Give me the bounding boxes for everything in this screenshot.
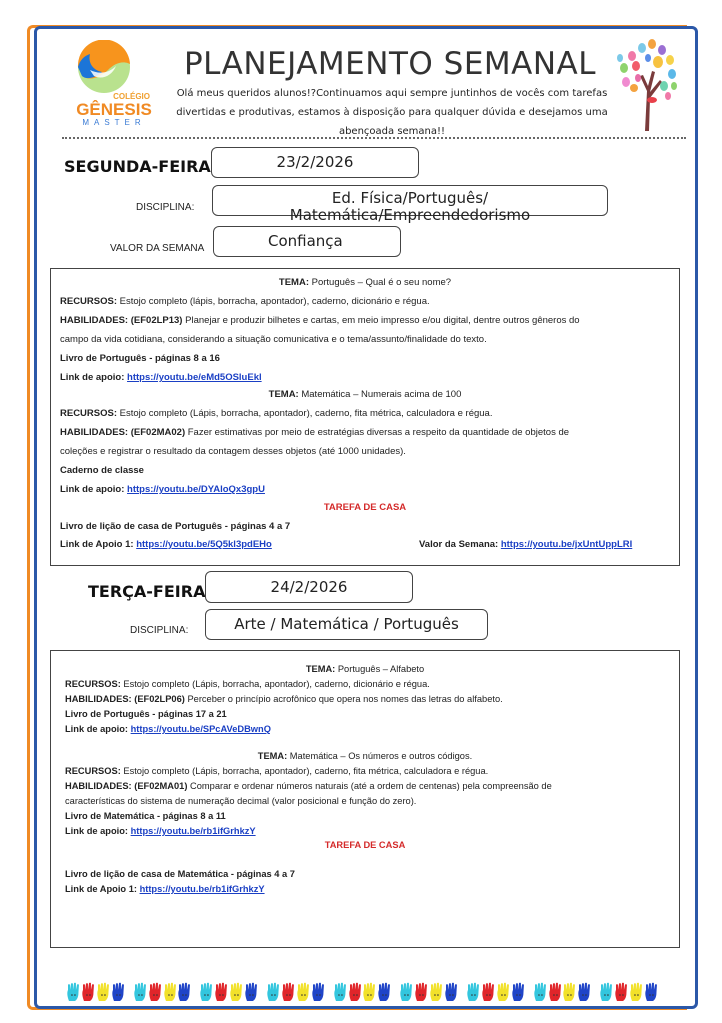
hand-icon (348, 982, 363, 1002)
hand-icon (229, 982, 244, 1002)
date-value: 24/2/2026 (270, 578, 348, 596)
hand-icon (399, 982, 414, 1002)
hand-icon (362, 982, 377, 1002)
habilidades-line-2: campo da vida cotidiana, considerando a situação comunicativa e o tema/assunto/finalidade do texto. (60, 334, 487, 345)
recursos-line: RECURSOS: Estojo completo (lápis, borracha, apontador), caderno, dicionário e régua. (60, 296, 430, 307)
hand-icon (577, 982, 592, 1002)
logo-master-text: MASTER (82, 118, 146, 127)
tema-line: TEMA: Português – Alfabeto (305, 664, 425, 674)
hand-icon (266, 982, 281, 1002)
monday-content-box (50, 268, 680, 566)
disciplina-field-tuesday[interactable] (205, 609, 488, 640)
disciplina-value: Matemática/Empreendedorismo (289, 206, 531, 224)
recursos-line: RECURSOS: Estojo completo (Lápis, borracha, apontador), caderno, dicionário e régua. (65, 679, 430, 689)
habilidades-line: HABILIDADES: (EF02MA01) Comparar e ordenar números naturais (até a ordem de centenas) pela compreensão de (65, 781, 552, 791)
hands-border-decoration (66, 982, 666, 1006)
hand-icon (66, 982, 81, 1002)
caderno-line: Caderno de classe (60, 465, 144, 476)
livro-line: Livro de Português - páginas 17 a 21 (65, 709, 227, 719)
genesis-logo-icon (72, 40, 156, 94)
intro-line: abençoada semana!! (338, 126, 446, 137)
hand-icon (111, 982, 126, 1002)
disciplina-label-monday: DISCIPLINA: (136, 202, 195, 213)
livro-line: Livro de Português - páginas 8 a 16 (60, 353, 220, 364)
habilidades-line-2: características do sistema de numeração decimal (valor posicional e função do zero). (65, 796, 417, 806)
hand-icon (414, 982, 429, 1002)
intro-text (172, 84, 612, 141)
hand-icon (599, 982, 614, 1002)
link-apoio[interactable]: https://youtu.be/SPcAVeDBwnQ (130, 724, 271, 734)
intro-line: Olá meus queridos alunos!?Continuamos aqui sempre juntinhos de vocês com tarefas (176, 88, 608, 99)
valor-value: Confiança (268, 232, 343, 250)
disciplina-label-tuesday: DISCIPLINA: (130, 625, 189, 636)
disciplina-value: Arte / Matemática / Português (234, 615, 459, 633)
valor-semana-link[interactable]: https://youtu.be/jxUntUppLRI (500, 539, 633, 550)
page-title: PLANEJAMENTO SEMANAL (183, 46, 597, 82)
livro-line: Livro de Matemática - páginas 8 a 11 (65, 811, 226, 821)
tema-line: TEMA: Português – Qual é o seu nome? (278, 277, 452, 288)
link-apoio-line: Link de apoio: https://youtu.be/DYAloQx3gpU (60, 484, 265, 495)
link-apoio[interactable]: https://youtu.be/rb1ifGrhkzY (130, 826, 256, 836)
hand-icon (562, 982, 577, 1002)
habilidades-line: HABILIDADES: (EF02MA02) Fazer estimativas por meio de estratégias diversas a respeito da quantidade de objetos de (60, 427, 570, 438)
hand-icon (96, 982, 111, 1002)
tema-line: TEMA: Matemática – Numerais acima de 100 (268, 389, 462, 400)
day-label-monday: SEGUNDA-FEIRA (64, 157, 211, 176)
tarefa-heading: TAREFA DE CASA (323, 502, 407, 513)
day-label-tuesday: TERÇA-FEIRA (88, 582, 206, 601)
link-apoio-line: Link de apoio: https://youtu.be/rb1ifGrhkzY (65, 826, 256, 836)
hand-icon (533, 982, 548, 1002)
link-apoio-line: Link de apoio: https://youtu.be/eMd5OSluEkl (60, 372, 262, 383)
hand-icon (333, 982, 348, 1002)
recursos-line: RECURSOS: Estojo completo (Lápis, borracha, apontador), caderno, fita métrica, calculadora e régua. (60, 408, 493, 419)
hand-icon (429, 982, 444, 1002)
valor-semana-line: Valor da Semana: https://youtu.be/jxUntUppLRI (419, 539, 633, 550)
link-apoio[interactable]: https://youtu.be/eMd5OSluEkl (127, 372, 262, 383)
hand-icon (244, 982, 259, 1002)
hand-icon (466, 982, 481, 1002)
hand-icon (199, 982, 214, 1002)
hand-icon (214, 982, 229, 1002)
logo-genesis-text: GÊNESIS (76, 100, 152, 119)
date-value: 23/2/2026 (276, 153, 354, 171)
hand-icon (296, 982, 311, 1002)
hand-icon (133, 982, 148, 1002)
tuesday-content-box (50, 650, 680, 948)
hand-icon (281, 982, 296, 1002)
tema-line: TEMA: Matemática – Os números e outros códigos. (257, 751, 473, 761)
hand-icon (377, 982, 392, 1002)
licao-line: Livro de lição de casa de Português - páginas 4 a 7 (60, 521, 291, 532)
hand-icon (81, 982, 96, 1002)
licao-line: Livro de lição de casa de Matemática - páginas 4 a 7 (65, 869, 295, 879)
habilidades-line: HABILIDADES: (EF02LP06) Perceber o princípio acrofônico que opera nos nomes das letras do alfabeto. (65, 694, 503, 704)
disciplina-field-monday[interactable] (212, 185, 608, 224)
school-logo (72, 40, 156, 130)
hand-icon (629, 982, 644, 1002)
logo-colegio-text: COLÉGIO (113, 92, 150, 101)
valor-label-monday: VALOR DA SEMANA (110, 243, 205, 254)
hand-icon (548, 982, 563, 1002)
hand-icon (614, 982, 629, 1002)
hand-icon (496, 982, 511, 1002)
link-apoio[interactable]: https://youtu.be/DYAloQx3gpU (127, 484, 265, 495)
habilidades-line: HABILIDADES: (EF02LP13) Planejar e produzir bilhetes e cartas, em meio impresso e/ou digital, dentre outros gêneros do (60, 315, 580, 326)
hand-icon (511, 982, 526, 1002)
apoio1-line: Link de Apoio 1: https://youtu.be/rb1ifGrhkzY (65, 884, 265, 894)
valor-field-monday[interactable] (213, 226, 401, 257)
habilidades-line-2: coleções e registrar o resultado da contagem desses objetos (até 1000 unidades). (60, 446, 406, 457)
recursos-line: RECURSOS: Estojo completo (Lápis, borracha, apontador), caderno, fita métrica, calculadora e régua. (65, 766, 489, 776)
hand-icon (311, 982, 326, 1002)
colorful-tree-icon (612, 36, 682, 132)
link-apoio-1[interactable]: https://youtu.be/rb1ifGrhkzY (139, 884, 265, 894)
hand-icon (481, 982, 496, 1002)
intro-line: divertidas e produtivas, estamos à disposição para qualquer dúvida e desejamos uma (176, 107, 608, 118)
apoio1-line: Link de Apoio 1: https://youtu.be/5Q5kl3pdEHo (60, 539, 272, 550)
header-divider (62, 137, 686, 139)
disciplina-value: Ed. Física/Português/ (331, 189, 489, 207)
hand-icon (148, 982, 163, 1002)
date-field-tuesday[interactable] (205, 571, 413, 603)
date-field-monday[interactable] (211, 147, 419, 178)
hand-icon (444, 982, 459, 1002)
hand-icon (644, 982, 659, 1002)
tarefa-heading: TAREFA DE CASA (324, 840, 406, 850)
hand-icon (163, 982, 178, 1002)
link-apoio-1[interactable]: https://youtu.be/5Q5kl3pdEHo (136, 539, 272, 550)
link-apoio-line: Link de apoio: https://youtu.be/SPcAVeDBwnQ (65, 724, 271, 734)
hand-icon (177, 982, 192, 1002)
